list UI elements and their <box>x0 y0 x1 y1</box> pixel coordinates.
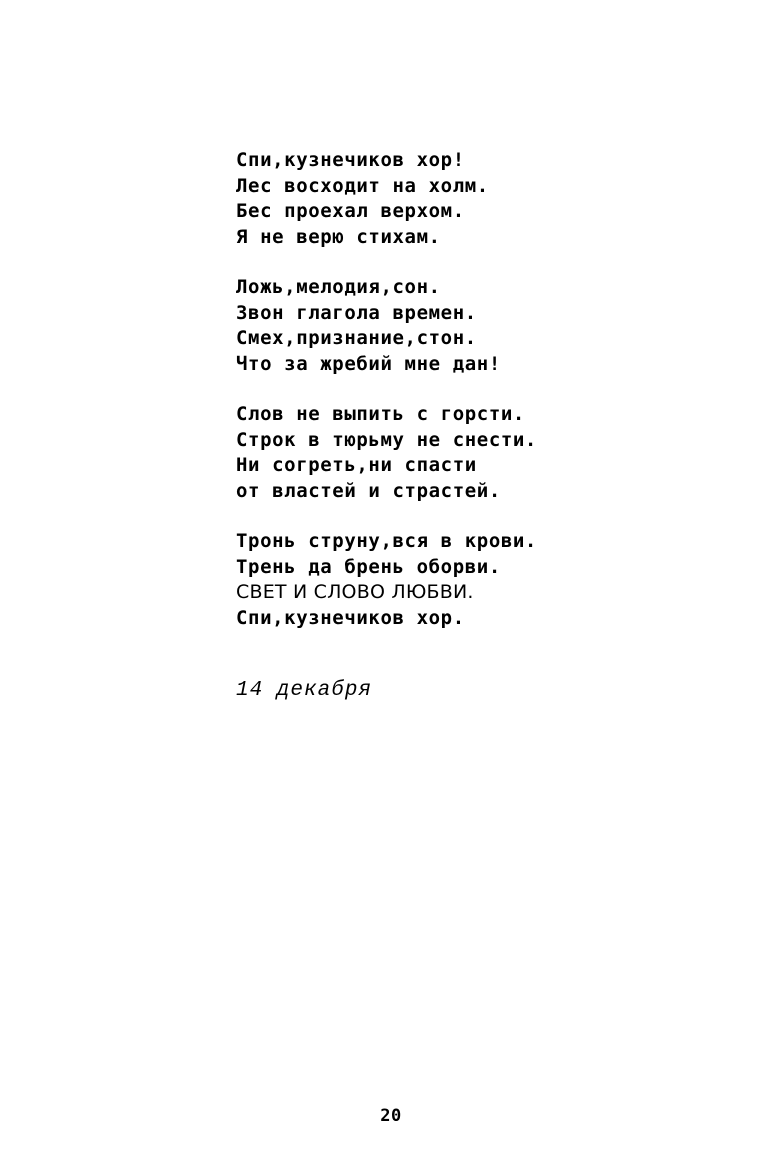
poem-line: Лес восходит на холм. <box>236 174 489 197</box>
poem-line: Тронь струну,вся в крови. <box>236 530 537 552</box>
poem-line: Я не верю стихам. <box>236 225 441 248</box>
poem-line: от властей и страстей. <box>236 479 501 502</box>
stanza-4 <box>236 529 736 631</box>
poem-line: Смех,признание,стон. <box>236 327 477 349</box>
poem-body <box>236 148 736 656</box>
page-number: 20 <box>380 1106 402 1126</box>
poem-line: Спи,кузнечиков хор. <box>236 606 465 629</box>
stanza-2 <box>236 275 736 377</box>
stanza-3 <box>236 402 736 504</box>
poem-line: Слов не выпить с горсти. <box>236 403 525 425</box>
poem-line: Ложь,мелодия,сон. <box>236 276 441 298</box>
poem-line: Спи,кузнечиков хор! <box>236 149 465 171</box>
poem-line: Бес проехал верхом. <box>236 200 465 222</box>
stanza-1 <box>236 148 736 250</box>
poem-date: 14 декабря <box>236 679 373 702</box>
poem-line-caps: СВЕТ И СЛОВО ЛЮБВИ. <box>236 581 474 603</box>
poem-line: Звон глагола времен. <box>236 301 477 324</box>
poem-line: Трень да брень оборви. <box>236 555 501 578</box>
poem-line: Что за жребий мне дан! <box>236 352 501 375</box>
poem-line: Ни согреть,ни спасти <box>236 454 477 476</box>
poem-line: Строк в тюрьму не снести. <box>236 428 537 451</box>
